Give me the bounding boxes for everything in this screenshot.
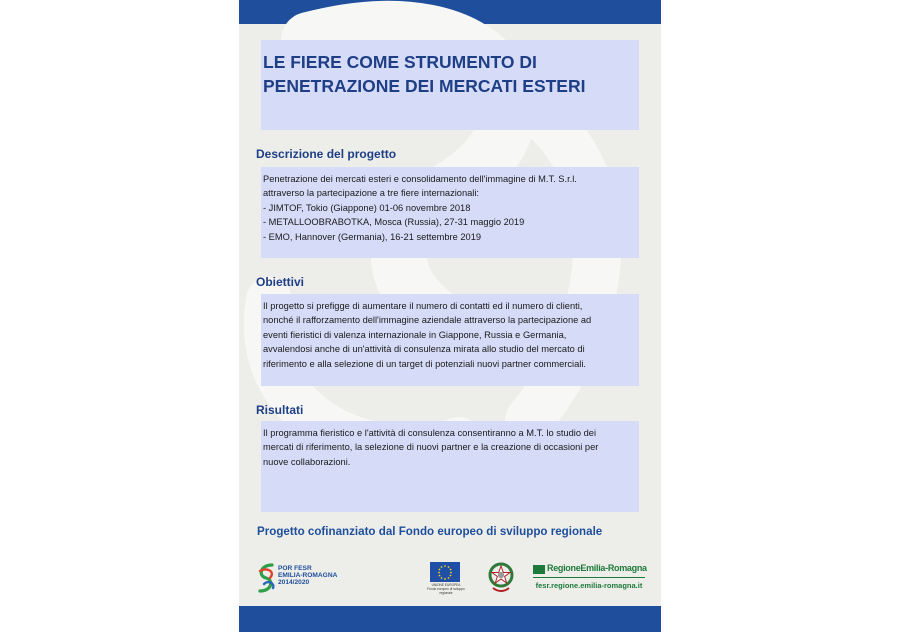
eu-flag-icon (430, 562, 460, 582)
text-line: - EMO, Hannover (Germania), 16-21 settembre 2019 (263, 231, 482, 242)
cofinanced-note: Progetto cofinanziato dal Fondo europeo di sviluppo regionale (257, 525, 603, 538)
obiettivi-box (261, 294, 639, 386)
title-box (261, 40, 639, 130)
risultati-text (263, 426, 635, 469)
heading-risultati: Risultati (256, 403, 304, 417)
eu-text: UNIONE EUROPEA Fondo europeo di sviluppo regionale (427, 583, 465, 595)
regione-url: fesr.regione.emilia-romagna.it (535, 581, 643, 590)
text-line: Il progetto si prefigge di aumentare il numero di contatti ed il numero di clienti, (263, 301, 583, 311)
por-fesr-logo-icon (256, 562, 278, 594)
text-line: - METALLOOBRABOTKA, Mosca (Russia), 27-31 maggio 2019 (263, 217, 525, 228)
text-line: avvalendosi anche di un'attività di consulenza mirata allo studio del mercato di (263, 344, 585, 355)
por-fesr-text: POR FESR EMILIA-ROMAGNA 2014/2020 (278, 565, 338, 587)
obiettivi-text (263, 299, 635, 371)
regione-logo-top (533, 563, 645, 578)
page-title: LE FIERE COME STRUMENTO DI PENETRAZIONE DEI MERCATI ESTERI (263, 52, 586, 96)
italian-emblem-icon (486, 560, 516, 594)
text-line: - JIMTOF, Tokio (Giappone) 01-06 novembre 2018 (263, 202, 471, 213)
descrizione-box (261, 167, 639, 258)
text-line: attraverso la partecipazione a tre fiere internazionali: (263, 188, 480, 199)
bottom-bar (239, 606, 661, 632)
text-line: Il programma fieristico e l'attività di consulenza consentiranno a M.T. lo studio dei (263, 428, 597, 438)
text-line: nonché il rafforzamento dell'immagine aziendale attraverso la partecipazione ad (263, 315, 592, 326)
por-fesr-logo (256, 562, 366, 594)
text-line: riferimento e alla selezione di un target di potenziali nuovi partner commerciali. (263, 358, 586, 369)
risultati-box (261, 421, 639, 512)
text-line: Penetrazione dei mercati esteri e consolidamento dell'immagine di M.T. S.r.l. (263, 174, 577, 184)
regione-logo-icon (533, 565, 545, 574)
text-line: mercati di riferimento, la selezione di nuovi partner e la creazione di occasioni per (263, 442, 599, 453)
heading-obiettivi: Obiettivi (256, 275, 305, 289)
descrizione-text (263, 172, 635, 244)
regione-name: RegioneEmilia-Romagna (547, 563, 647, 573)
italian-emblem (486, 560, 516, 594)
text-line: eventi fieristici di valenza internazionale in Giappone, Russia e Germania, (263, 329, 567, 340)
eu-logo (421, 562, 471, 594)
heading-descrizione: Descrizione del progetto (256, 147, 397, 161)
regione-logo (533, 563, 645, 593)
text-line: nuove collaborazioni. (263, 456, 351, 467)
poster (239, 0, 661, 632)
